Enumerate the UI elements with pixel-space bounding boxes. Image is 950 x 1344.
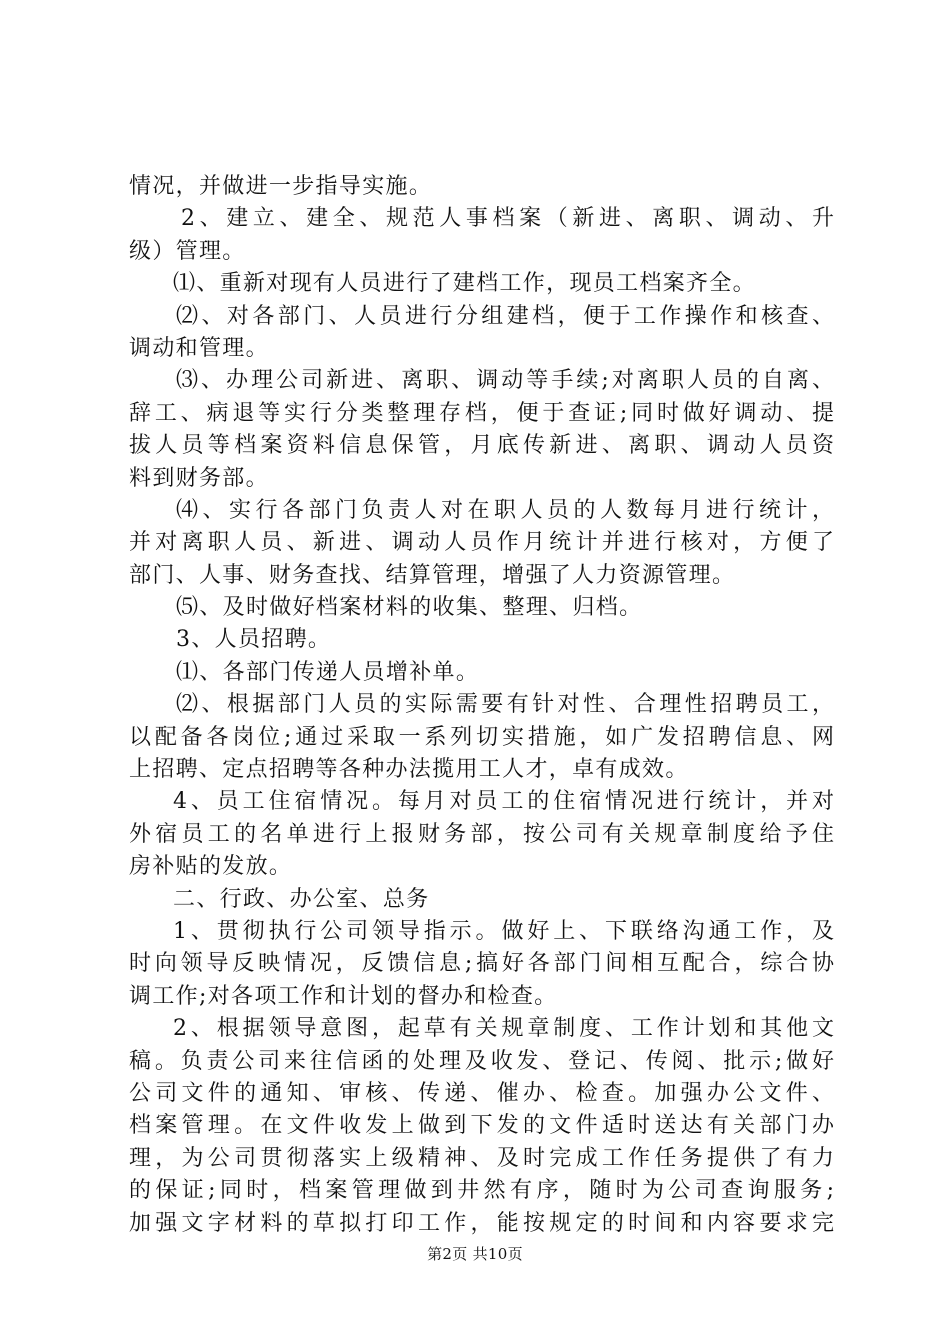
- text-line: 上招聘、定点招聘等各种办法揽用工人才，卓有成效。: [129, 757, 689, 783]
- text-line: 调动和管理。: [129, 335, 269, 361]
- text-line: 加强文字材料的草拟打印工作，能按规定的时间和内容要求完: [129, 1210, 834, 1236]
- text-line: 房补贴的发放。: [129, 854, 293, 880]
- text-line: ⑴、各部门传递人员增补单。: [176, 659, 480, 685]
- text-line: 2、建立、建全、规范人事档案（新进、离职、调动、升: [181, 206, 834, 232]
- text-line: 部门、人事、财务查找、结算管理，增强了人力资源管理。: [129, 562, 736, 588]
- text-line: ⑵、根据部门人员的实际需要有针对性、合理性招聘员工，: [176, 692, 834, 718]
- text-line: 2、根据领导意图，起草有关规章制度、工作计划和其他文: [173, 1016, 834, 1042]
- text-line: 级）管理。: [129, 238, 246, 264]
- text-line: 拔人员等档案资料信息保管，月底传新进、离职、调动人员资: [129, 433, 834, 459]
- page-number-footer: 第2页 共10页: [427, 1245, 523, 1263]
- text-line: ⑸、及时做好档案材料的收集、整理、归档。: [176, 595, 643, 621]
- text-line: 档案管理。在文件收发上做到下发的文件适时送达有关部门办: [129, 1113, 834, 1139]
- text-line: ⑴、重新对现有人员进行了建档工作，现员工档案齐全。: [173, 271, 757, 297]
- text-line: 3、人员招聘。: [176, 627, 332, 653]
- text-line: ⑷、实行各部门负责人对在职人员的人数每月进行统计，: [176, 497, 834, 523]
- text-line: 外宿员工的名单进行上报财务部，按公司有关规章制度给予住: [129, 821, 834, 847]
- text-line: 情况，并做进一步指导实施。: [129, 174, 433, 199]
- document-body: [129, 171, 834, 1240]
- text-line: ⑶、办理公司新进、离职、调动等手续;对离职人员的自离、: [176, 368, 834, 394]
- text-line: 时向领导反映情况，反馈信息;搞好各部门间相互配合，综合协: [129, 951, 834, 977]
- text-line: 稿。负责公司来往信函的处理及收发、登记、传阅、批示;做好: [129, 1048, 834, 1074]
- section-heading: 二、行政、办公室、总务: [173, 886, 430, 912]
- text-line: 调工作;对各项工作和计划的督办和检查。: [129, 983, 558, 1009]
- text-line: 并对离职人员、新进、调动人员作月统计并进行核对，方便了: [129, 530, 834, 556]
- text-line: 1、贯彻执行公司领导指示。做好上、下联络沟通工作，及: [173, 918, 834, 944]
- text-line: 以配备各岗位;通过采取一系列切实措施，如广发招聘信息、网: [129, 724, 834, 750]
- text-line: 4、员工住宿情况。每月对员工的住宿情况进行统计，并对: [173, 789, 834, 815]
- text-line: 辞工、病退等实行分类整理存档，便于查证;同时做好调动、提: [129, 400, 834, 426]
- text-line: 料到财务部。: [129, 465, 269, 491]
- text-line: ⑵、对各部门、人员进行分组建档，便于工作操作和核查、: [176, 303, 834, 329]
- text-line: 公司文件的通知、审核、传递、催办、检查。加强办公文件、: [129, 1080, 834, 1106]
- text-line: 的保证;同时，档案管理做到井然有序，随时为公司查询服务;: [129, 1178, 834, 1204]
- text-line: 理，为公司贯彻落实上级精神、及时完成工作任务提供了有力: [129, 1145, 834, 1171]
